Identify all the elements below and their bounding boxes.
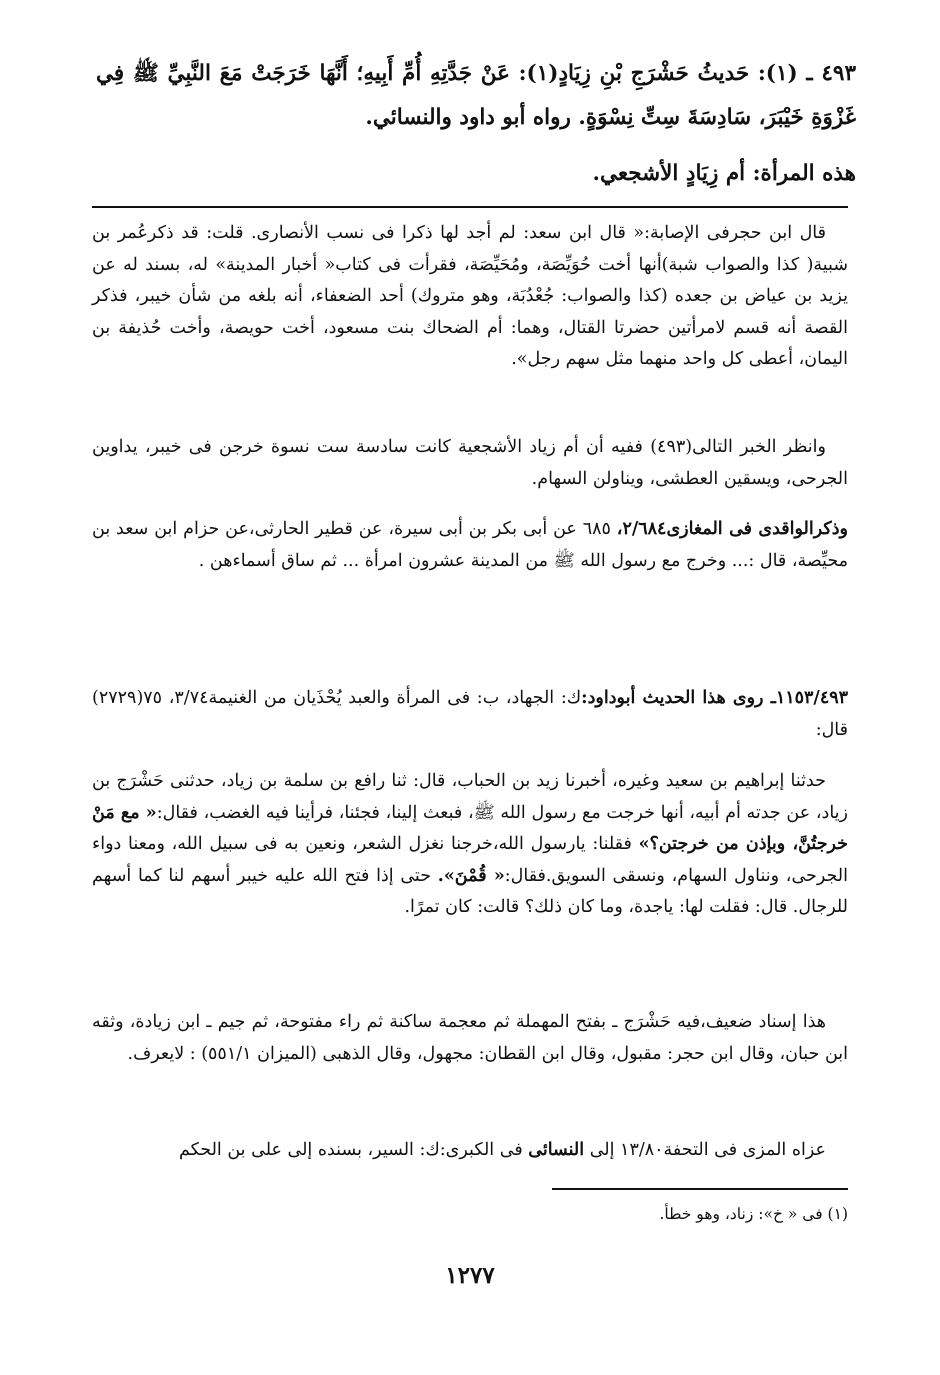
hadith-text: حَديثُ حَشْرَجِ بْنِ زِيَادٍ(١): عَنْ جَدَّتِهِ أُمِّ أَبِيهِ؛ أَنَّهَا خَرَجَتْ مَعَ النَّبِيِّ ﷺ فِي غَزْوَةِ خَيْبَرَ، سَادِسَةَ سِتِّ نِسْوَةٍ. رواه أبو داود والنسائي. [96, 61, 856, 130]
prophet-command: « قُمْنَ». [437, 865, 505, 886]
hadith-heading: ٤٩٣ ـ (١): حَديثُ حَشْرَجِ بْنِ زِيَادٍ(١): عَنْ جَدَّتِهِ أُمِّ أَبِيهِ؛ أَنَّهَا خَرَجَتْ مَعَ النَّبِيِّ ﷺ فِي غَزْوَةِ خَيْبَرَ، سَادِسَةَ سِتِّ نِسْوَةٍ. رواه أبو داود والنسائي. [96, 61, 856, 130]
takhrij-number: ١١٥٣/٤٩٣ـ روى هذا الحديث أبوداود: [581, 688, 849, 708]
isnad-grading [92, 1007, 848, 1070]
hadith-number: ٤٩٣ ـ (١) [765, 61, 856, 86]
narration-part-1: حدثنا إبراهيم بن سعيد وغيره، أخبرنا زيد بن الحباب، قال: ثنا رافع بن سلمة بن زياد، حدثنى حَشْرَج بن زياد، عن جدته أم أبيه، أنها خرجت مع رسول الله ﷺ، فبعث إلينا، فجئنا، فرأينا فيه الغضب، فقال: [92, 771, 848, 823]
page-number: ١٢٧٧ [445, 1262, 495, 1289]
commentary-text-1: قال ابن حجرفى الإصابة:« قال ابن سعد: لم أجد لها ذكرا فى نسب الأنصارى. قلت: قد ذكرعُمر بن شبية( كذا والصواب شبة)أنها أخت حُوَيِّصَة، ومُحَيِّصَة، فقرأت فى كتاب« أخبار المدينة» له، بسند له عن يزيد بن عياض بن جعده (كذا والصواب: جُعْدُبَة، وهو متروك) أحد الضعفاء، أنه بلغه من شأن خيبر، فذكر القصة أنه قسم لامرأتين حضرتا القتال، وهما: أم الضحاك بنت مسعود، أخت حويصة، وأخت حُذيفة بن اليمان، أعطى كل واحد منهما مثل سهم رجل». [92, 223, 848, 369]
commentary-paragraph-3 [92, 514, 848, 577]
mizzi-text-1: عزاه المزى فى التحفة١٣/٨٠ إلى [584, 1140, 826, 1160]
waqidi-reference: وذكرالواقدى فى المغازى٢/٦٨٤، [616, 519, 848, 539]
woman-identification: هذه المرأة: أم زِيَادٍ الأشجعي. [592, 161, 856, 186]
commentary-paragraph-2 [92, 432, 848, 495]
narration-part-3: حتى إذا فتح الله عليه خيبر أسهم لنا كما أسهم للرجال. قال: فقلت لها: ياجدة، وما كان ذلك؟ قالت: كان تمرًا. [92, 865, 848, 917]
mizzi-attribution [92, 1135, 848, 1167]
isnad-grading-text: هذا إسناد ضعيف،فيه حَشْرَج ـ بفتح المهملة ثم معجمة ساكنة ثم راء مفتوحة، ثم جيم ـ ابن زيادة، وثقه ابن حبان، وقال ابن حجر: مقبول، وقال ابن القطان: مجهول، وقال الذهبى (الميزان ٥٥١/١) : لايعرف. [92, 1012, 848, 1064]
commentary-text-2: وانظر الخبر التالى(٤٩٣) ففيه أن أم زياد الأشجعية كانت سادسة ست نسوة خرجن فى خيبر، يداوين الجرحى، ويسقين العطشى، ويناولن السهام. [92, 437, 848, 489]
takhrij-source: ك: الجهاد، ب: فى المرأة والعبد يُحْذَيان من الغنيمة٣/٧٤، ٧٥(٢٧٢٩) قال: [92, 688, 848, 740]
commentary-paragraph-1 [92, 218, 848, 376]
nasai-name: النسائى [528, 1140, 585, 1160]
narration-part-2: فقلنا: يارسول الله،خرجنا نغزل الشعر، ونعين به فى سبيل الله، ومعنا دواء الجرحى، ونناول السهام، ونسقى السويق.فقال: [92, 834, 848, 886]
footnote: (١) فى « خ»: زناد، وهو خطأ. [659, 1205, 848, 1223]
prophet-question: « مع مَنْ خرجتُنَّ، وبإذن من خرجتن؟» [92, 802, 848, 854]
mizzi-text-2: فى الكبرى:ك: السير، بسنده إلى على بن الحكم [178, 1140, 529, 1160]
takhrij-heading [92, 683, 848, 746]
hadith-isnad-text [92, 766, 848, 924]
section-divider [92, 206, 848, 208]
footnote-divider [552, 1188, 848, 1190]
commentary-text-3: ٦٨٥ عن أبى بكر بن أبى سيرة، عن قطير الحارثى،عن حزام ابن سعد بن محيِّصة، قال :... وخرج مع رسول الله ﷺ من المدينة عشرون امرأة ... ثم ساق أسماءهن . [92, 519, 848, 571]
